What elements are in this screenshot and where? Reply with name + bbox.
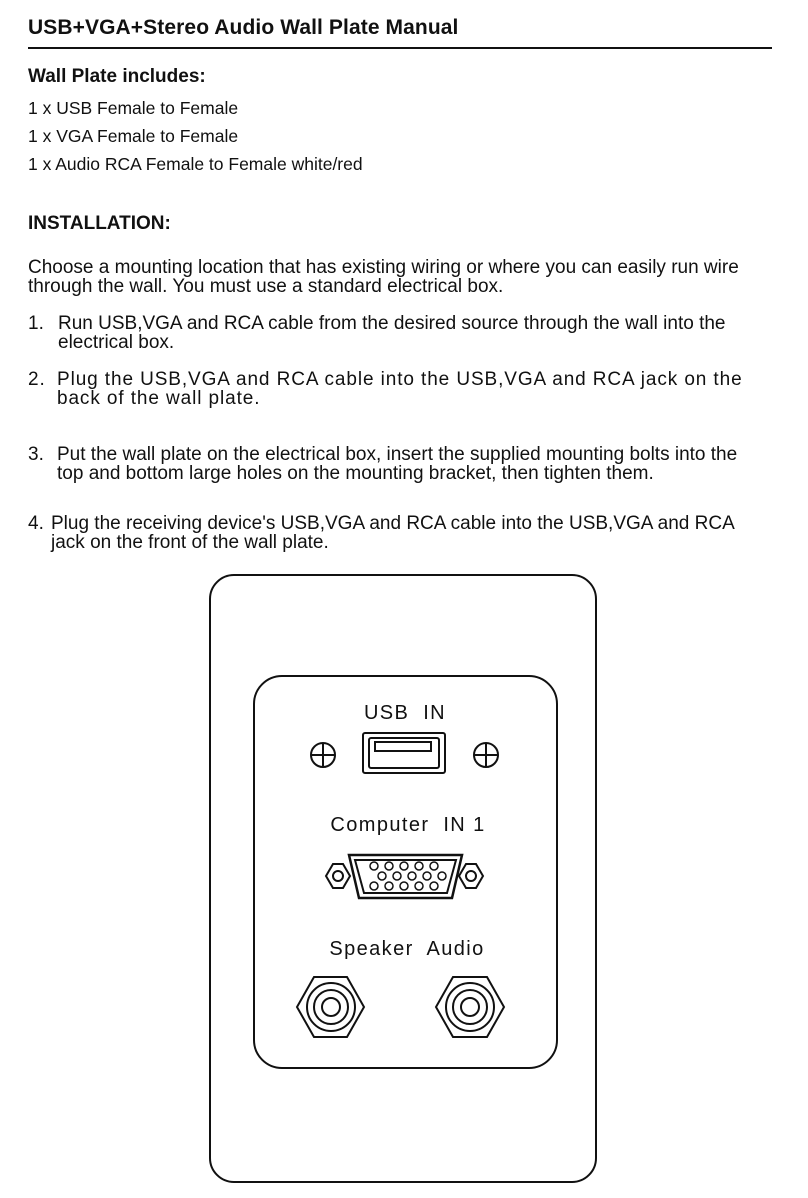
vga-standoff-right-icon [459,864,483,888]
includes-item: 1 x Audio RCA Female to Female white/red [28,154,363,174]
inner-insert [254,676,557,1068]
vga-label: Computer IN 1 [330,814,486,836]
step-line: top and bottom large holes on the mounting bracket, then tighten them. [57,463,654,484]
step-line: jack on the front of the wall plate. [51,532,329,553]
step-line: Run USB,VGA and RCA cable from the desired source through the wall into the [58,313,726,334]
page-title: USB+VGA+Stereo Audio Wall Plate Manual [28,16,459,39]
step-number: 4. [28,513,44,534]
installation-heading: INSTALLATION: [28,213,171,234]
includes-item: 1 x USB Female to Female [28,98,239,118]
step-number: 2. [28,369,46,390]
step-line: Plug the receiving device's USB,VGA and RCA cable into the USB,VGA and RCA [51,513,735,534]
audio-label: Speaker Audio [329,938,485,960]
step-number: 3. [28,444,44,465]
usb-label: USB IN [363,702,447,724]
rca-jack-left-icon [297,977,364,1037]
step-line: Put the wall plate on the electrical box, insert the supplied mounting bolts into the [57,444,738,465]
intro-line: Choose a mounting location that has existing wiring or where you can easily run wire [28,257,739,278]
step-line: Plug the USB,VGA and RCA cable into the USB,VGA and RCA jack on the [57,369,743,390]
includes-heading: Wall Plate includes: [28,66,206,87]
screw-icon [311,743,335,767]
intro-line: through the wall. You must use a standard electrical box. [28,276,504,297]
usb-port-icon [363,733,445,773]
step-line: electrical box. [58,332,175,353]
vga-standoff-left-icon [326,864,350,888]
step-number: 1. [28,313,44,334]
step-line: back of the wall plate. [57,388,261,409]
vga-port-icon [349,855,462,898]
includes-item: 1 x VGA Female to Female [28,126,239,146]
screw-icon [474,743,498,767]
outer-plate [210,575,596,1182]
rca-jack-right-icon [436,977,504,1037]
